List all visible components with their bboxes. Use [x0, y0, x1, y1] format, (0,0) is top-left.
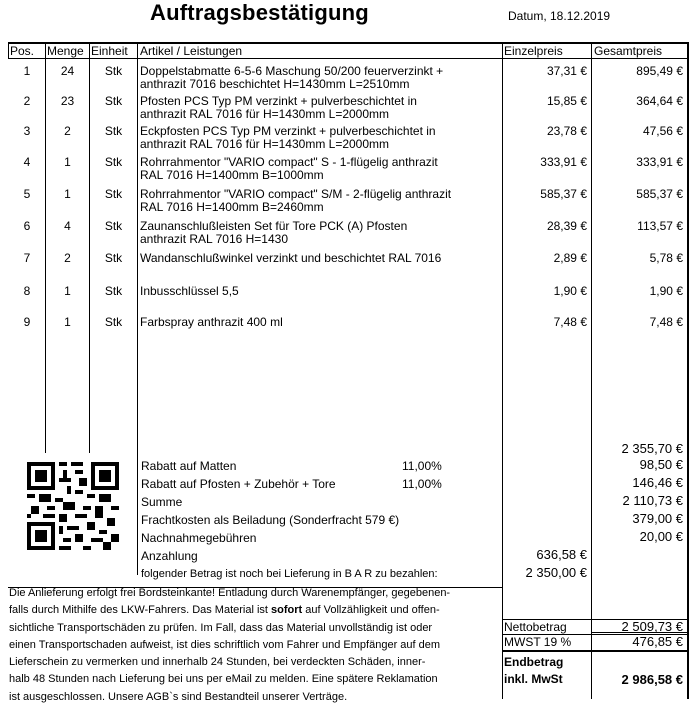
rest-value: 2 350,00 €	[525, 565, 587, 580]
end-label-1: Endbetrag	[504, 655, 564, 669]
fracht-label: Frachtkosten als Beiladung (Sonderfracht 579 €)	[141, 513, 400, 527]
page-title: Auftragsbestätigung	[150, 0, 369, 25]
table-row: 2 23 Stk Pfosten PCS Typ PM verzinkt + pulverbeschichtet in anthrazit RAL 7016 für H=1430mm L=2000mm 15,85 € 364,64 €	[23, 94, 683, 121]
table-row: 6 4 Stk Zaunanschlußleisten Set für Tore PCK (A) Pfosten anthrazit RAL 7016 H=1430 28,39 € 113,57 €	[23, 219, 683, 246]
table-row: 7 2 Stk Wandanschlußwinkel verzinkt und beschichtet RAL 7016 2,89 € 5,78 €	[23, 251, 683, 265]
rabatt-pfosten-pct: 11,00%	[402, 477, 442, 491]
table-row: 1 24 Stk Doppelstabmatte 6-5-6 Maschung 50/200 feuerverzinkt + anthrazit 7016 beschichtet H=1430mm L=2510mm 37,31 € 895,49 €	[23, 64, 683, 91]
qr-code-icon	[27, 462, 119, 550]
nachnahme-value: 20,00 €	[639, 529, 683, 544]
summe-value: 2 110,73 €	[622, 493, 683, 508]
anzahlung-label: Anzahlung	[141, 549, 198, 563]
mwst-value: 476,85 €	[632, 634, 683, 649]
table-row: 5 1 Stk Rohrrahmentor "VARIO compact" S/M - 2-flügelig anthrazit RAL 7016 H=1400mm B=2460mm 585,37 € 585,37 €	[23, 187, 683, 214]
rabatt-matten-value: 98,50 €	[639, 457, 683, 472]
subtotal-value: 2 355,70 €	[621, 441, 683, 456]
summe-label: Summe	[141, 495, 183, 509]
col-header-einheit: Einheit	[91, 44, 128, 58]
anzahlung-value: 636,58 €	[536, 547, 587, 562]
rest-label: folgender Betrag ist noch bei Lieferung in B A R zu bezahlen:	[141, 568, 438, 580]
netto-label: Nettobetrag	[504, 620, 567, 634]
fracht-value: 379,00 €	[632, 511, 683, 526]
netto-value: 2 509,73 €	[621, 619, 683, 634]
terms-paragraph: Die Anlieferung erfolgt frei Bordsteinkante! Entladung durch Warenempfänger, gegebenen- falls durch Mithilfe des LKW-Fahrers. Das Material ist sofort auf Vollzähligkeit und offen- sichtliche Transportschäden zu prüfen. Im Fall, dass das Material unvollständig ist oder einen Transportschaden aufweist, ist dies schriftlich vom Fahrer und Empfänger auf dem Lieferschein zu vermerken und innerhalb 24 Stunden, bei verdeckten Schäden, inner- halb 48 Stunden nach Lieferung bei uns per eMail zu melden. Eine spätere Reklamation ist ausgeschlossen. Unsere AGB`s sind Bestandteil unserer Verträge.	[9, 587, 451, 703]
rabatt-matten-label: Rabatt auf Matten	[141, 459, 237, 473]
rabatt-pfosten-label: Rabatt auf Pfosten + Zubehör + Tore	[141, 477, 336, 491]
table-row: 3 2 Stk Eckpfosten PCS Typ PM verzinkt + pulverbeschichtet in anthrazit RAL 7016 für H=1430mm L=2000mm 23,78 € 47,56 €	[23, 124, 683, 151]
end-value: 2 986,58 €	[621, 672, 683, 687]
document-date: Datum, 18.12.2019	[508, 9, 611, 23]
rabatt-matten-pct: 11,00%	[402, 459, 442, 473]
col-header-einzelpreis: Einzelpreis	[504, 44, 563, 58]
nachnahme-label: Nachnahmegebühren	[141, 531, 257, 545]
mwst-label: MWST 19 %	[504, 635, 572, 649]
rabatt-pfosten-value: 146,46 €	[632, 475, 683, 490]
col-header-gesamtpreis: Gesamtpreis	[594, 44, 663, 58]
table-row: 4 1 Stk Rohrrahmentor "VARIO compact" S - 1-flügelig anthrazit RAL 7016 H=1400mm B=1000mm 333,91 € 333,91 €	[23, 155, 683, 182]
table-row: 9 1 Stk Farbspray anthrazit 400 ml 7,48 € 7,48 €	[23, 315, 683, 329]
end-label-2: inkl. MwSt	[504, 672, 563, 686]
col-header-pos: Pos.	[10, 44, 35, 58]
col-header-menge: Menge	[47, 44, 84, 58]
col-header-artikel: Artikel / Leistungen	[140, 44, 243, 58]
table-row: 8 1 Stk Inbusschlüssel 5,5 1,90 € 1,90 €	[23, 284, 683, 298]
